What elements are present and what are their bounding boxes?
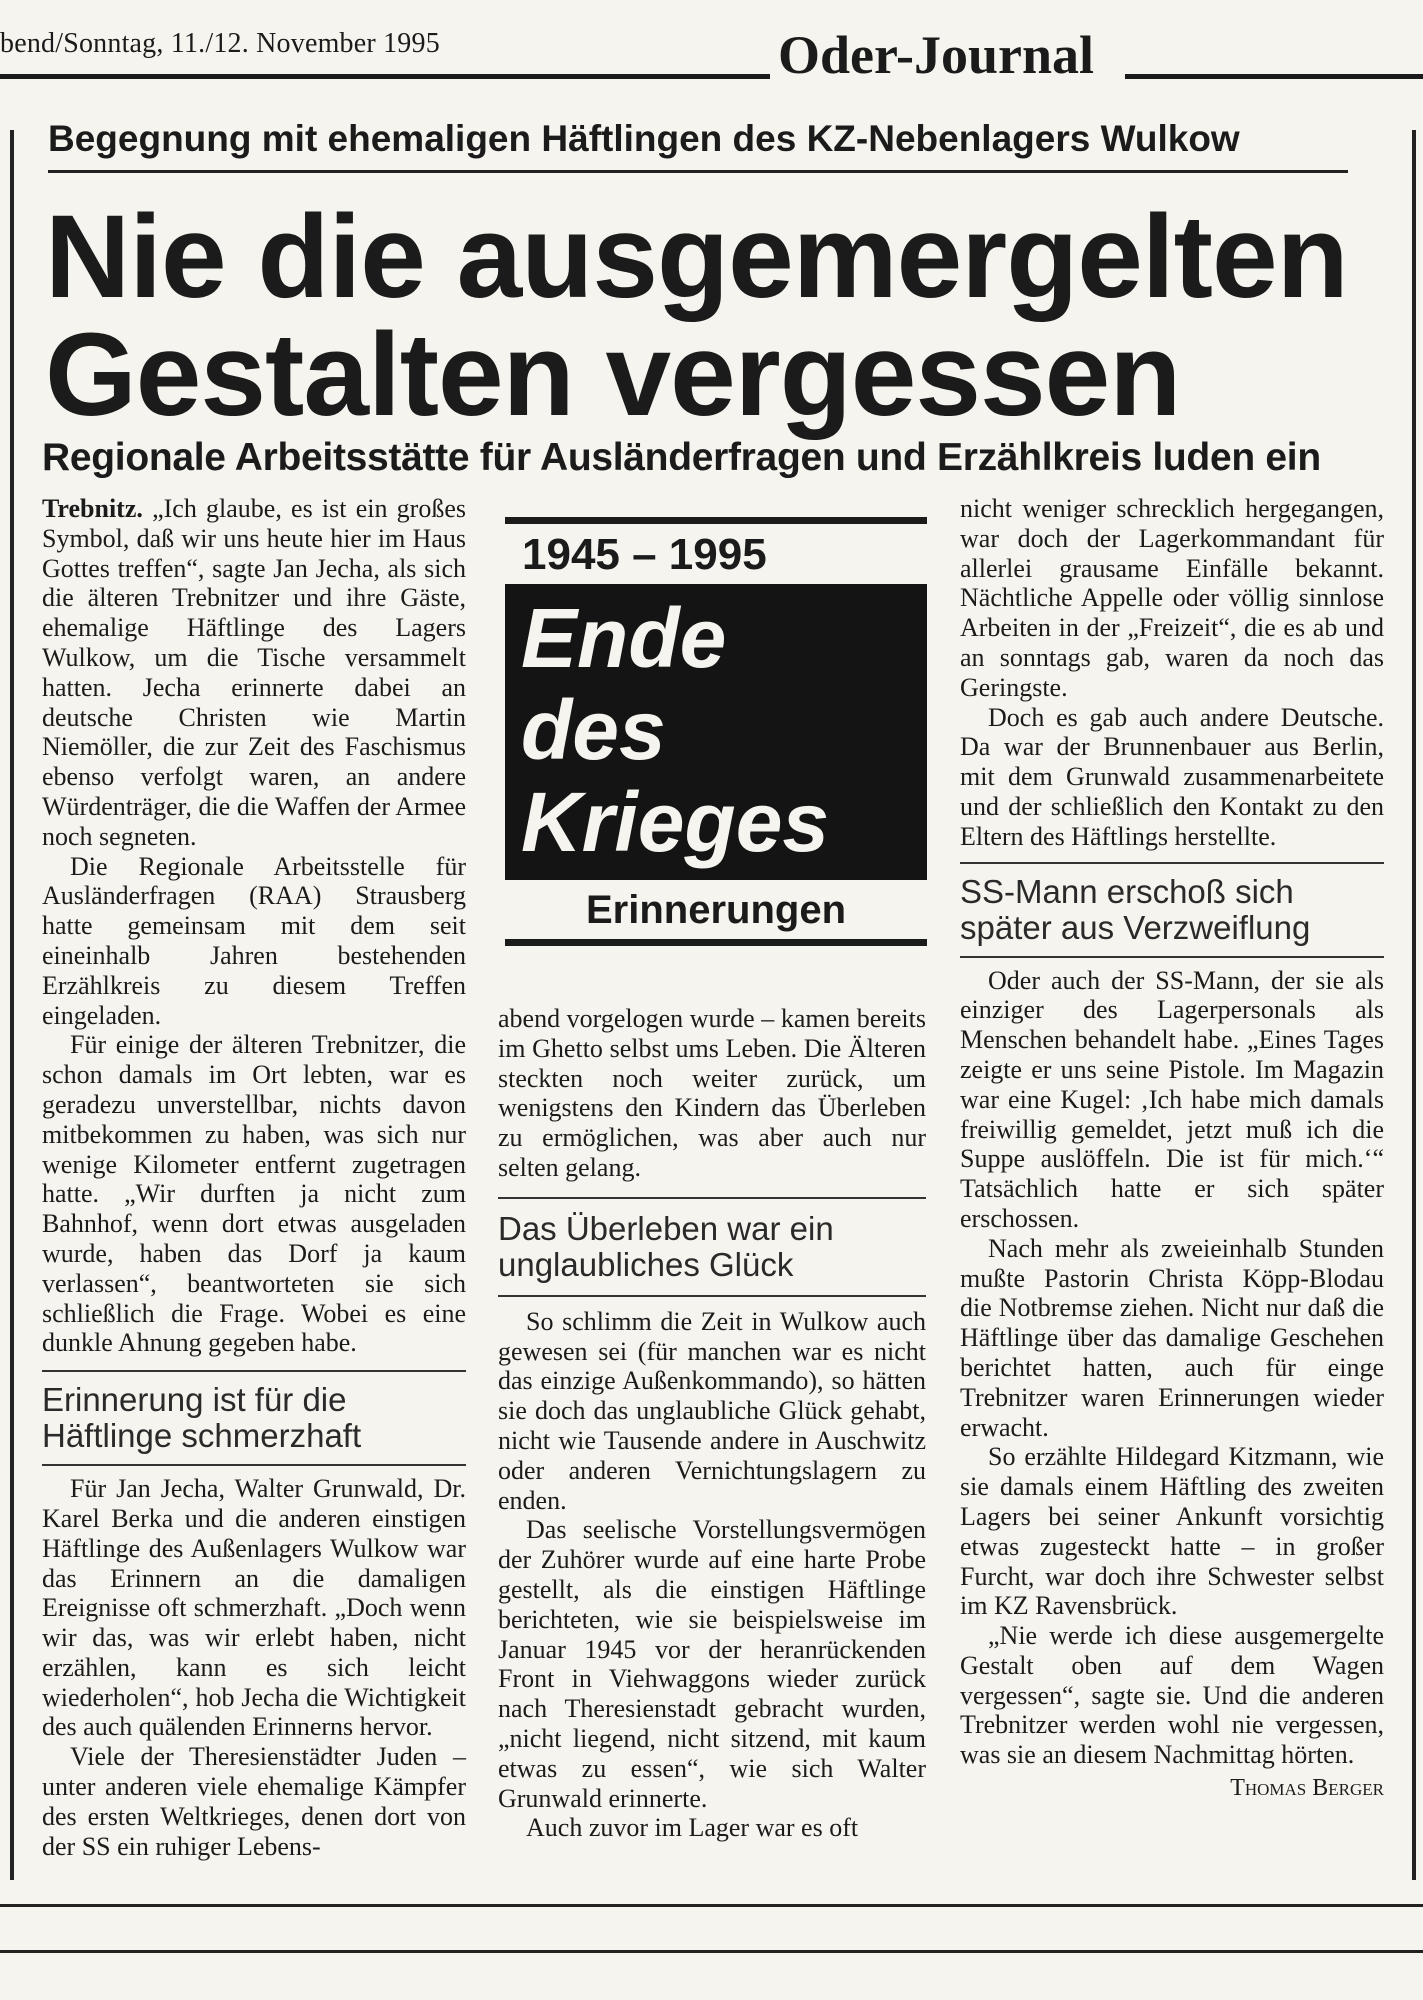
article-bottom-rule — [0, 1904, 1423, 1907]
paragraph: abend vorgelogen wurde – kamen bereits im Ghetto selbst ums Leben. Die Älteren steckten noch weiter zurück, um wenigstens den Kindern das Überleben zu ermöglichen, was aber auch nur selten gelang. — [498, 1004, 926, 1182]
section-rule — [960, 956, 1384, 958]
infobox-title-line: Krieges — [521, 775, 830, 869]
paragraph: Das seelische Vorstellungsvermögen der Zuhörer wurde auf eine harte Probe gestellt, als die einstigen Häftlinge berichteten, wie sie beispielsweise im Januar 1945 vor der heranrückenden Front in Viehwaggons wieder zurück nach Theresienstadt gebracht wurden, „nicht liegend, nicht sitzend, mit kaum etwas zu essen“, wie sich Walter Grunwald erinnerte. — [498, 1515, 926, 1813]
section-heading: Das Überleben war ein unglaubliches Glück — [498, 1209, 834, 1283]
section-heading: Erinnerung ist für die Häftlinge schmerzhaft — [42, 1381, 362, 1455]
paragraph: Nach mehr als zweieinhalb Stunden mußte Pastorin Christa Köpp-Blodau die Notbremse ziehen. Nicht nur daß die Häftlinge über das damalige Geschehen berichtet hatten, auch für einge Trebnitzer waren Erinnerungen wieder erwacht. — [960, 1233, 1384, 1442]
infobox-title-line: des — [521, 683, 666, 777]
article-kicker: Begegnung mit ehemaligen Häftlingen des KZ-Nebenlagers Wulkow — [48, 118, 1240, 159]
paragraph: „Nie werde ich diese ausgemergelte Gestalt oben auf dem Wagen vergessen“, sagte sie. Und die anderen Trebnitzer werden wohl nie vergessen, was sie an diesem Nachmittag hörten. — [960, 1621, 1384, 1770]
paragraph: Die Regionale Arbeitsstelle für Ausländerfragen (RAA) Strausberg hatte gemeinsam mit dem seit eineinhalb Jahren bestehenden Erzählkreis zu diesem Treffen eingeladen. — [42, 851, 466, 1030]
article-subheadline: Regionale Arbeitsstätte für Ausländerfragen und Erzählkreis luden ein — [42, 436, 1321, 479]
section-title: Oder-Journal — [778, 25, 1094, 85]
article-column-3 — [960, 494, 1384, 1804]
section-rule — [960, 862, 1384, 864]
article-frame-right — [1412, 130, 1416, 1880]
section-rule — [498, 1197, 926, 1199]
paragraph: So erzählte Hildegard Kitzmann, wie sie damals einem Häftling des zweiten Lagers bei seiner Ankunft vorsichtig etwas zugesteckt hatte – in großer Furcht, war doch ihre Schwester selbst im KZ Ravensbrück. — [960, 1442, 1384, 1621]
paragraph: So schlimm die Zeit in Wulkow auch gewesen sei (für manchen war es nicht das einzige Außenkommando), so hätten sie doch das unglaubliche Glück gehabt, nicht wie Tausende andere in Auschwitz oder anderen Vernichtungslagern zu enden. — [498, 1306, 926, 1515]
issue-date: bend/Sonntag, 11./12. November 1995 — [0, 28, 440, 59]
section-rule — [498, 1295, 926, 1297]
infobox-panel — [505, 584, 927, 880]
headline-line-1: Nie die ausgemergelten — [45, 191, 1348, 323]
infobox-bottom-rule — [505, 939, 927, 946]
article-column-1 — [42, 494, 466, 1861]
paragraph: Für einige der älteren Trebnitzer, die schon damals im Ort lebten, war es geradezu unverstellbar, nichts davon mitbekommen zu haben, was sich nur wenige Kilometer entfernt zugetragen hatte. „Wir durften ja nicht zum Bahnhof, wenn dort etwas ausgeladen wurde, haben das Dorf ja kaum verlassen“, beantworteten sie sich schließlich die Frage. Wobei es eine dunkle Ahnung gegeben habe. — [42, 1030, 466, 1358]
page-bottom-rule — [0, 1950, 1423, 1953]
kicker-underline — [48, 170, 1348, 173]
author-byline: Thomas Berger — [1230, 1775, 1384, 1802]
section-rule — [42, 1464, 466, 1466]
infobox-title — [505, 584, 927, 868]
paragraph: Für Jan Jecha, Walter Grunwald, Dr. Karel Berka und die anderen einstigen Häftlinge des Außenlagers Wulkow war das Erinnern an die damaligen Ereignisse oft schmerzhaft. „Doch wenn wir das, was wir erlebt haben, nicht erzählen, kann es sich leicht wiederholen“, hob Jecha die Wichtigkeit des auch quälenden Erinnerns hervor. — [42, 1474, 466, 1742]
paragraph: Oder auch der SS-Mann, der sie als einziger des Lagerpersonals als Menschen behandelt habe. „Eines Tages zeigte er uns seine Pistole. Im Magazin war eine Kugel: ‚Ich habe mich damals freiwillig gemeldet, jetzt muß ich die Suppe auslöffeln. Die ist für mich.‘“ Tatsächlich hatte er sich später erschossen. — [960, 965, 1384, 1233]
article-frame-left — [10, 130, 14, 1880]
headline-line-2: Gestalten vergessen — [45, 309, 1181, 441]
section-rule — [42, 1370, 466, 1372]
paragraph: nicht weniger schrecklich hergegangen, war doch der Lagerkommandant für allerlei grausame Einfälle bekannt. Nächtliche Appelle oder völlig sinnlose Arbeiten in der „Freizeit“, die es ab und an sonntags gab, waren da noch das Geringste. — [960, 494, 1384, 702]
infobox-top-rule — [505, 517, 927, 524]
paragraph: Doch es gab auch andere Deutsche. Da war der Brunnenbauer aus Berlin, mit dem Grunwald zusammenarbeitete und der schließlich den Kontakt zu den Eltern des Häftlings herstellte. — [960, 702, 1384, 851]
paragraph: Auch zuvor im Lager war es oft — [526, 1813, 859, 1843]
paragraph-text: „Ich glaube, es ist ein großes Symbol, daß wir uns heute hier im Haus Gottes treffen“, sagte Jan Jecha, als sich die älteren Trebnitzer und ihre Gäste, ehemalige Häftlinge des Lagers Wulkow, um die Tische versammelt hatten. Jecha erinnerte dabei an deutsche Christen wie Martin Niemöller, die zur Zeit des Faschismus ebenso verfolgt waren, an andere Würdenträger, die die Waffen der Armee noch segneten. — [42, 494, 466, 851]
masthead-rule-right — [1125, 74, 1423, 79]
article-headline — [45, 191, 1375, 441]
paragraph: Viele der Theresienstädter Juden – unter anderen viele ehemalige Kämpfer des ersten Weltkrieges, denen dort von der SS ein ruhiger Lebens- — [42, 1742, 466, 1861]
infobox-years: 1945 – 1995 — [522, 530, 767, 579]
masthead-rule-left — [0, 74, 770, 79]
paragraph — [42, 494, 466, 852]
infobox-subtitle: Erinnerungen — [585, 888, 847, 932]
article-column-2 — [498, 1004, 926, 1843]
infobox-title-line: Ende — [521, 591, 727, 685]
section-heading: SS-Mann erschoß sich später aus Verzweiflung — [960, 872, 1311, 946]
dateline: Trebnitz. — [42, 494, 143, 523]
